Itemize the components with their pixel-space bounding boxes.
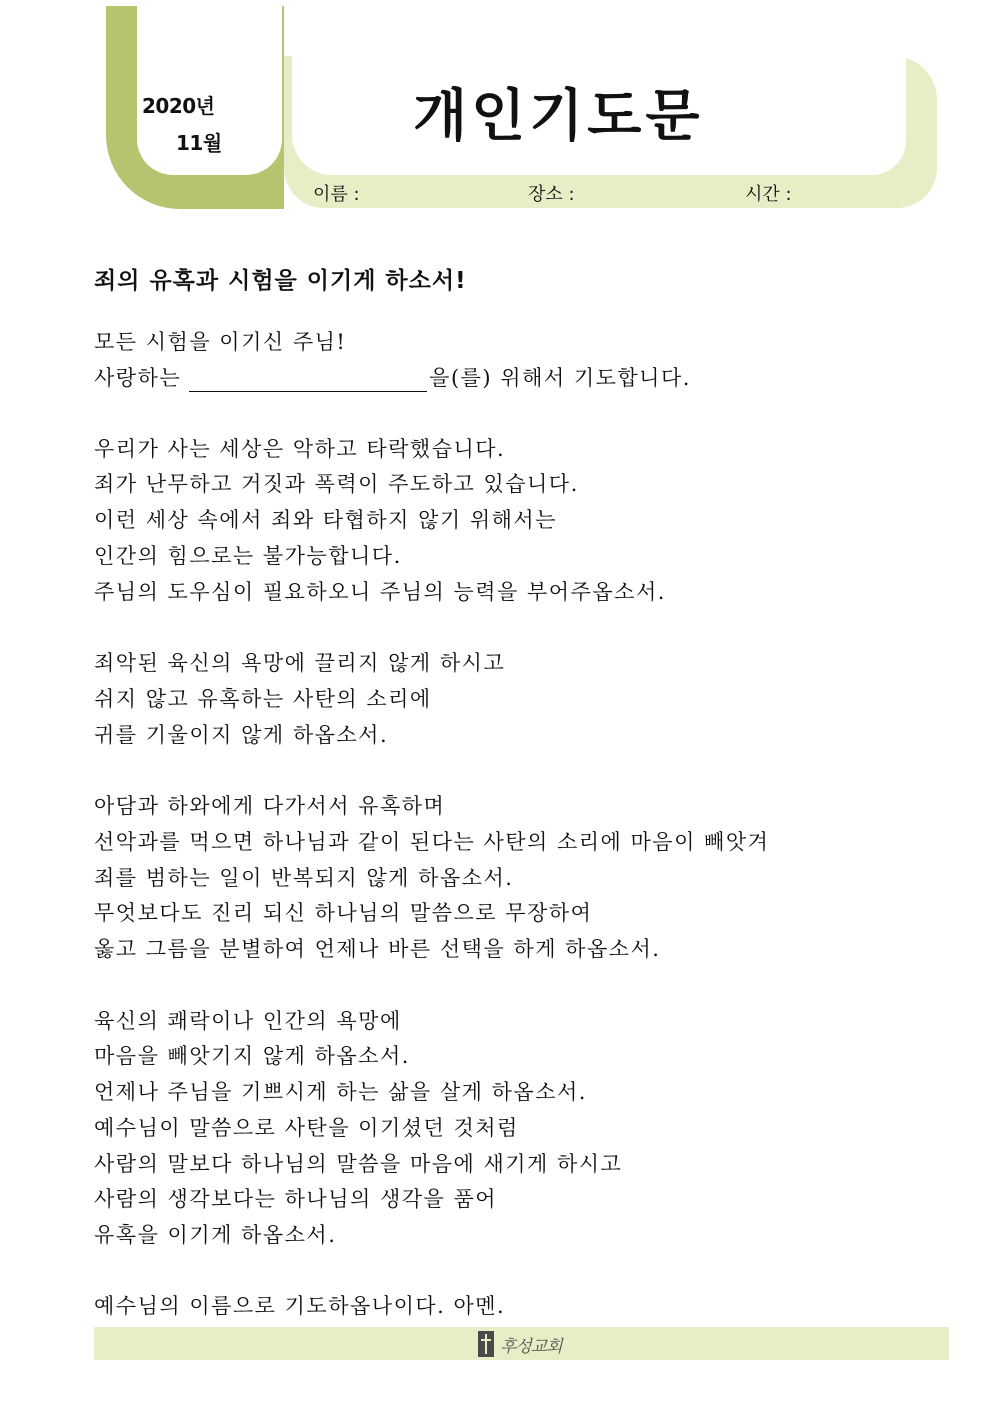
closing-line: 예수님의 이름으로 기도하옵나이다. 아멘.	[94, 1294, 506, 1318]
header-year: 2020년	[142, 94, 215, 118]
prayer-line: 마음을 빼앗기지 않게 하옵소서.	[94, 1044, 410, 1068]
prayer-line: 유혹을 이기게 하옵소서.	[94, 1223, 337, 1247]
name-field-label: 이름 :	[313, 184, 360, 205]
prayer-line: 죄를 범하는 일이 반복되지 않게 하옵소서.	[94, 866, 514, 890]
time-field-label: 시간 :	[745, 184, 792, 205]
intro-suffix: 을(를) 위해서 기도합니다.	[429, 366, 691, 390]
prayer-line: 언제나 주님을 기쁘시게 하는 삶을 살게 하옵소서.	[94, 1080, 587, 1104]
prayer-line: 육신의 쾌락이나 인간의 욕망에	[94, 1009, 402, 1033]
prayer-heading: 죄의 유혹과 시험을 이기게 하소서!	[94, 268, 467, 294]
fill-in-blank	[189, 369, 427, 392]
prayer-line: 아담과 하와에게 다가서서 유혹하며	[94, 794, 446, 818]
intro-line-2	[94, 362, 691, 392]
prayer-line: 귀를 기울이지 않게 하옵소서.	[94, 723, 389, 747]
prayer-line: 쉬지 않고 유혹하는 사탄의 소리에	[94, 687, 432, 711]
prayer-line: 죄가 난무하고 거짓과 폭력이 주도하고 있습니다.	[94, 472, 579, 496]
prayer-line: 우리가 사는 세상은 악하고 타락했습니다.	[94, 437, 506, 461]
prayer-line: 무엇보다도 진리 되신 하나님의 말씀으로 무장하여	[94, 901, 593, 925]
prayer-line: 사람의 말보다 하나님의 말씀을 마음에 새기게 하시고	[94, 1152, 623, 1176]
intro-prefix: 사랑하는	[94, 366, 182, 390]
church-logo-text: 후성교회	[500, 1337, 562, 1357]
prayer-line: 선악과를 먹으면 하나님과 같이 된다는 사탄의 소리에 마음이 빼앗겨	[94, 830, 770, 854]
prayer-line: 사람의 생각보다는 하나님의 생각을 품어	[94, 1187, 498, 1211]
prayer-line: 주님의 도우심이 필요하오니 주님의 능력을 부어주옵소서.	[94, 580, 666, 604]
prayer-line: 인간의 힘으로는 불가능합니다.	[94, 544, 402, 568]
cross-icon	[478, 1331, 494, 1357]
place-field-label: 장소 :	[528, 184, 575, 205]
intro-line-1: 모든 시험을 이기신 주님!	[94, 330, 347, 354]
prayer-line: 이런 세상 속에서 죄와 타협하지 않기 위해서는	[94, 508, 557, 532]
prayer-line: 죄악된 육신의 욕망에 끌리지 않게 하시고	[94, 651, 506, 675]
prayer-line: 옳고 그름을 분별하여 언제나 바른 선택을 하게 하옵소서.	[94, 937, 661, 961]
prayer-line: 예수님이 말씀으로 사탄을 이기셨던 것처럼	[94, 1116, 519, 1140]
page-title: 개인기도문	[413, 84, 704, 149]
header-month: 11월	[176, 131, 222, 155]
